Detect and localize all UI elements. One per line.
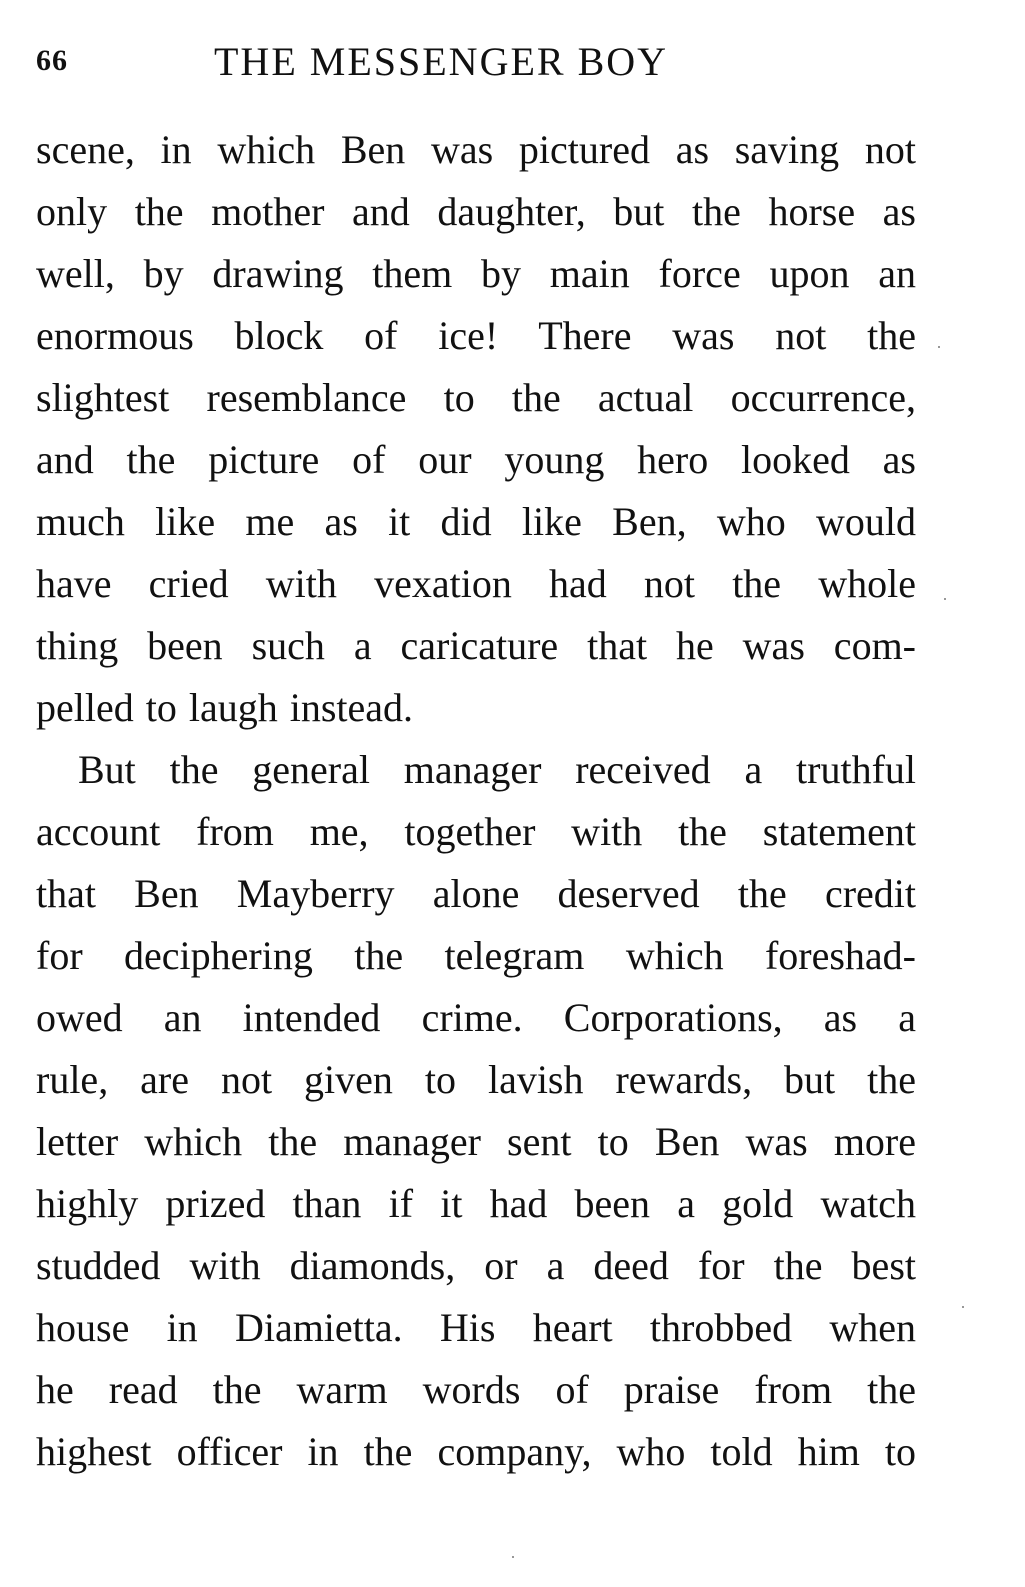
text-line: have cried with vexation had not the whole	[36, 561, 916, 606]
text-line: and the picture of our young hero looked as	[36, 437, 916, 482]
scan-speck	[962, 1306, 964, 1308]
text-line: But the general manager received a truthful	[78, 747, 916, 792]
text-line: highest officer in the company, who told him to	[36, 1429, 916, 1474]
text-line: only the mother and daughter, but the horse as	[36, 189, 916, 234]
running-title: THE MESSENGER BOY	[214, 39, 669, 84]
text-line: much like me as it did like Ben, who would	[36, 499, 916, 544]
text-line: for deciphering the telegram which foreshad-	[36, 933, 916, 978]
text-line: slightest resemblance to the actual occurrence,	[36, 375, 916, 420]
text-line: owed an intended crime. Corporations, as a	[36, 995, 916, 1040]
scan-speck	[944, 598, 946, 600]
text-line: studded with diamonds, or a deed for the best	[36, 1243, 916, 1288]
body-text	[36, 119, 916, 1483]
text-line: highly prized than if it had been a gold watch	[36, 1181, 916, 1226]
text-line: that Ben Mayberry alone deserved the credit	[36, 871, 916, 916]
scan-speck	[512, 1556, 514, 1558]
text-line: letter which the manager sent to Ben was more	[36, 1119, 916, 1164]
text-line: scene, in which Ben was pictured as saving not	[36, 127, 916, 172]
text-line: he read the warm words of praise from the	[36, 1367, 916, 1412]
text-line: pelled to laugh instead.	[36, 685, 414, 730]
page-number: 66	[36, 44, 68, 77]
paragraph-2	[36, 739, 916, 1483]
text-line: enormous block of ice! There was not the	[36, 313, 916, 358]
running-head	[36, 38, 916, 88]
text-line: house in Diamietta. His heart throbbed when	[36, 1305, 916, 1350]
text-line: rule, are not given to lavish rewards, but the	[36, 1057, 916, 1102]
scan-speck	[938, 346, 940, 348]
text-line: thing been such a caricature that he was com-	[36, 623, 916, 668]
text-line: well, by drawing them by main force upon an	[36, 251, 916, 296]
text-line: account from me, together with the statement	[36, 809, 916, 854]
paragraph-1	[36, 119, 916, 739]
